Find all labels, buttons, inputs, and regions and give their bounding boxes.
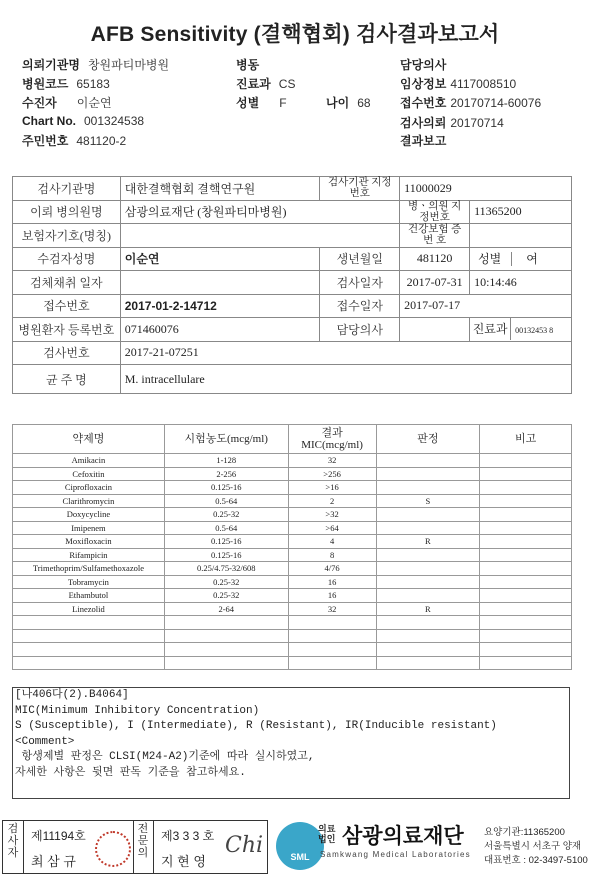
table-cell: 32: [288, 454, 376, 468]
report-title: AFB Sensitivity (결핵협회) 검사결과보고서: [90, 23, 500, 46]
table-row: [13, 508, 572, 522]
table-row: [13, 494, 572, 508]
sml-logo-icon: SML: [276, 822, 324, 870]
table-row: [13, 200, 572, 224]
age-field: 나이 68: [326, 96, 371, 110]
doctor-label: 담당의사: [320, 318, 400, 342]
table-cell: >32: [288, 508, 376, 522]
receipt-date-label: 접수일자: [320, 294, 400, 318]
table-cell: [13, 616, 165, 630]
hospital-code-field: 병원코드 65183: [22, 77, 110, 91]
specialist-label: 전문의: [137, 823, 149, 859]
table-cell: Moxifloxacin: [13, 535, 165, 549]
table-cell: 8: [288, 548, 376, 562]
report-footer: [0, 818, 590, 884]
table-cell: [480, 454, 572, 468]
examiner-no: 제11194호: [31, 829, 86, 843]
table-row: [13, 548, 572, 562]
table-cell: Clarithromycin: [13, 494, 165, 508]
lab-name-label: 검사기관명: [13, 177, 121, 201]
table-cell: 0.25-32: [164, 575, 288, 589]
table-cell: [164, 616, 288, 630]
table-cell: [376, 575, 480, 589]
table-cell: R: [376, 602, 480, 616]
table-cell: 16: [288, 575, 376, 589]
table-cell: [164, 643, 288, 657]
comment-line: S (Susceptible), I (Intermediate), R (Resistant), IR(Inducible resistant): [15, 720, 497, 732]
table-row: [13, 341, 572, 365]
table-cell: 0.5-64: [164, 494, 288, 508]
table-row: [13, 535, 572, 549]
table-cell: [480, 643, 572, 657]
table-row: [13, 365, 572, 394]
lab-no-label: 검사기관 지정번호: [320, 177, 400, 201]
table-cell: [376, 562, 480, 576]
specialist-name: 지 현 영: [161, 854, 206, 869]
dept-cell: [470, 318, 572, 342]
dob-label: 생년월일: [320, 247, 400, 271]
clinical-field: 임상정보 4117008510: [400, 77, 517, 91]
doctor-field: 담당의사: [400, 58, 447, 72]
org-name: 삼광의료재단: [342, 825, 464, 848]
comment-box: [12, 687, 570, 799]
org-phone: 대표번호 : 02-3497-5100: [484, 855, 588, 866]
name-label: 수검자성명: [13, 247, 121, 271]
exam-no-value: 2017-21-07251: [120, 341, 571, 365]
table-cell: [376, 508, 480, 522]
table-row: [13, 224, 572, 248]
table-row: [13, 521, 572, 535]
table-cell: [164, 629, 288, 643]
comment-line: 자세한 사항은 뒷면 판독 기준을 참고하세요.: [15, 766, 246, 779]
col-header: 시험농도(mcg/ml): [164, 425, 288, 454]
dept-label: 진료과: [470, 318, 511, 340]
comment-line: 항생제별 판정은 CLSI(M24-A2)기준에 따라 실시하였고,: [15, 751, 315, 763]
table-row: [13, 589, 572, 603]
table-cell: 32: [288, 602, 376, 616]
client-value: 삼광의료재단 (창원파티마병원): [120, 200, 399, 224]
dept-value: 00132453 8: [515, 326, 554, 335]
org-field: 의뢰기관명 창원파티마병원: [22, 58, 170, 72]
ward-field: 병동: [236, 58, 260, 72]
strain-label: 균 주 명: [13, 365, 121, 394]
table-cell: 0.5-64: [164, 521, 288, 535]
table-cell: [376, 643, 480, 657]
table-cell: [376, 467, 480, 481]
client-no-label: 병ㆍ의원 지정번호: [400, 200, 470, 224]
table-row: [13, 656, 572, 670]
receipt-no-value: 2017-01-2-14712: [120, 294, 320, 318]
table-cell: [164, 656, 288, 670]
table-cell: 2: [288, 494, 376, 508]
table-row: [13, 177, 572, 201]
table-cell: [480, 589, 572, 603]
table-cell: [480, 467, 572, 481]
table-cell: [480, 656, 572, 670]
insurance-value: [120, 224, 399, 248]
table-row: [13, 454, 572, 468]
table-cell: 1-128: [164, 454, 288, 468]
table-cell: [480, 602, 572, 616]
table-cell: 4/76: [288, 562, 376, 576]
table-cell: [480, 494, 572, 508]
table-cell: >64: [288, 521, 376, 535]
test-date-label: 검사일자: [320, 271, 400, 295]
drug-table-header: [13, 425, 572, 454]
table-row: [13, 318, 572, 342]
table-row: [13, 247, 572, 271]
table-cell: [376, 481, 480, 495]
doctor-value: [400, 318, 470, 342]
table-cell: 0.125-16: [164, 548, 288, 562]
signature-box: [2, 820, 268, 874]
table-cell: [376, 548, 480, 562]
test-time-value: 10:14:46: [470, 271, 572, 295]
table-cell: [480, 548, 572, 562]
col-header: 약제명: [13, 425, 165, 454]
table-cell: [376, 521, 480, 535]
strain-value: M. intracellulare: [120, 365, 571, 394]
lab-name-value: 대한결핵협회 결핵연구원: [120, 177, 320, 201]
sex-cell: [470, 247, 572, 271]
table-cell: 0.125-16: [164, 535, 288, 549]
exam-no-label: 검사번호: [13, 341, 121, 365]
table-row: [13, 643, 572, 657]
sex-value: 여: [526, 252, 538, 267]
table-cell: [288, 616, 376, 630]
table-cell: [288, 656, 376, 670]
sex-field: 성별 F: [236, 96, 287, 110]
table-cell: [288, 643, 376, 657]
table-cell: 0.25-32: [164, 589, 288, 603]
table-cell: [480, 562, 572, 576]
table-row: [13, 271, 572, 295]
table-cell: [376, 629, 480, 643]
table-cell: [376, 454, 480, 468]
table-cell: Amikacin: [13, 454, 165, 468]
table-cell: Doxycycline: [13, 508, 165, 522]
table-cell: [376, 589, 480, 603]
table-cell: [480, 616, 572, 630]
table-cell: 0.125-16: [164, 481, 288, 495]
table-row: [13, 629, 572, 643]
seal-icon: [95, 831, 131, 867]
dob-value: 481120: [400, 247, 470, 271]
test-date-value: 2017-07-31: [400, 271, 470, 295]
health-no-label: 건강보험 증 번 호: [400, 224, 470, 248]
drug-table-body: [13, 454, 572, 670]
table-cell: Trimethoprim/Sulfamethoxazole: [13, 562, 165, 576]
table-row: [13, 467, 572, 481]
table-cell: [13, 656, 165, 670]
rrn-field: 주민번호 481120-2: [22, 134, 127, 148]
table-cell: Imipenem: [13, 521, 165, 535]
request-field: 검사의뢰 20170714: [400, 116, 504, 130]
table-cell: 0.25/4.75-32/608: [164, 562, 288, 576]
table-cell: R: [376, 535, 480, 549]
table-row: [13, 575, 572, 589]
table-cell: [288, 629, 376, 643]
table-row: [13, 616, 572, 630]
collect-value: [120, 271, 320, 295]
org-code: 요양기관:11365200: [484, 827, 565, 838]
collect-label: 검체채취 일자: [13, 271, 121, 295]
signature-scribble: Chi: [225, 833, 264, 858]
comment-line: [나406다(2).B4064]: [15, 689, 129, 701]
table-cell: S: [376, 494, 480, 508]
patient-field: 수진자 이순연: [22, 96, 112, 110]
drug-table: [12, 424, 572, 670]
table-cell: 2-256: [164, 467, 288, 481]
receipt-date-value: 2017-07-17: [400, 294, 572, 318]
col-header: 결과 MIC(mcg/ml): [288, 425, 376, 454]
table-row: [13, 294, 572, 318]
specialist-no: 제3 3 3 호: [161, 829, 215, 843]
table-cell: [480, 481, 572, 495]
table-cell: [480, 508, 572, 522]
table-cell: 2-64: [164, 602, 288, 616]
table-cell: [480, 535, 572, 549]
table-cell: 4: [288, 535, 376, 549]
table-cell: [376, 656, 480, 670]
table-cell: >16: [288, 481, 376, 495]
report-field: 결과보고: [400, 134, 447, 148]
lab-no-value: 11000029: [400, 177, 572, 201]
table-cell: 0.25-32: [164, 508, 288, 522]
chart-no-field: Chart No. 001324538: [22, 114, 145, 128]
table-row: [13, 602, 572, 616]
patient-info-table: [12, 176, 572, 394]
table-cell: Tobramycin: [13, 575, 165, 589]
examiner-label: 검사자: [7, 823, 19, 859]
reg-no-label: 병원환자 등록번호: [13, 318, 121, 342]
dept-field: 진료과 CS: [236, 77, 296, 91]
receipt-no-label: 접수번호: [13, 294, 121, 318]
name-value: 이순연: [120, 247, 320, 271]
col-header: 비고: [480, 425, 572, 454]
org-prefix: 의료 법인: [318, 824, 336, 844]
client-no-value: 11365200: [470, 200, 572, 224]
col-header: 판정: [376, 425, 480, 454]
table-row: [13, 481, 572, 495]
reg-no-value: 071460076: [120, 318, 320, 342]
table-cell: [480, 575, 572, 589]
table-cell: >256: [288, 467, 376, 481]
table-cell: [13, 629, 165, 643]
table-cell: [376, 616, 480, 630]
table-cell: 16: [288, 589, 376, 603]
table-cell: Rifampicin: [13, 548, 165, 562]
examiner-name: 최 삼 규: [31, 854, 76, 869]
table-cell: Ciprofloxacin: [13, 481, 165, 495]
table-cell: Linezolid: [13, 602, 165, 616]
sex-label: 성별: [478, 252, 512, 266]
table-cell: [480, 629, 572, 643]
table-row: [13, 562, 572, 576]
org-address: 서울특별시 서초구 양재: [484, 841, 582, 852]
receipt-field: 접수번호 20170714-60076: [400, 96, 542, 110]
client-label: 이뢰 병의원명: [13, 200, 121, 224]
org-name-en: Samkwang Medical Laboratories: [320, 850, 471, 859]
comment-line: MIC(Minimum Inhibitory Concentration): [15, 704, 260, 717]
table-cell: [480, 521, 572, 535]
table-cell: [13, 643, 165, 657]
insurance-label: 보험자기호(명칭): [13, 224, 121, 248]
comment-line: <Comment>: [15, 735, 75, 748]
table-cell: Ethambutol: [13, 589, 165, 603]
health-no-value: [470, 224, 572, 248]
table-cell: Cefoxitin: [13, 467, 165, 481]
